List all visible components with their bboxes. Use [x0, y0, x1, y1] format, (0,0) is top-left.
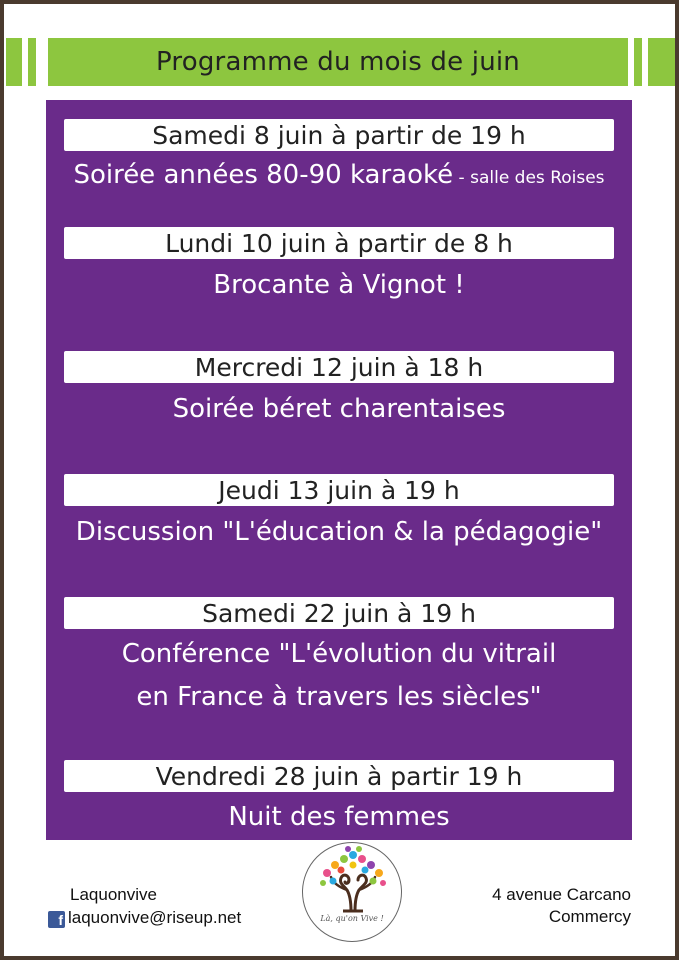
event-title: Discussion "L'éducation & la pédagogie"	[75, 517, 603, 547]
event-date: Vendredi 28 juin à partir 19 h	[64, 760, 614, 792]
email-line	[48, 907, 241, 929]
address-city: Commercy	[548, 907, 631, 926]
header-stripe	[648, 38, 675, 86]
tree-logo-icon	[303, 843, 403, 913]
facebook-icon[interactable]: f	[48, 911, 65, 928]
event-date: Lundi 10 juin à partir de 8 h	[64, 227, 614, 259]
event-title	[46, 158, 632, 195]
event-date: Jeudi 13 juin à 19 h	[64, 474, 614, 506]
header-stripe	[634, 38, 642, 86]
event-title: en France à travers les siècles"	[136, 682, 542, 712]
org-name: Laquonvive	[70, 885, 157, 904]
event-date: Samedi 22 juin à 19 h	[64, 597, 614, 629]
logo	[302, 842, 402, 942]
logo-caption: Là, qu'on Vive !	[320, 914, 384, 923]
event-title: Brocante à Vignot !	[213, 270, 465, 300]
header-stripe	[28, 38, 36, 86]
event-date: Samedi 8 juin à partir de 19 h	[64, 119, 614, 151]
event-title-text: Soirée années 80-90 karaoké	[73, 160, 454, 190]
event-title: Conférence "L'évolution du vitrail	[121, 639, 557, 669]
poster	[4, 4, 675, 956]
event-title: Soirée béret charentaises	[172, 394, 506, 424]
header-stripe	[6, 38, 22, 86]
address	[492, 884, 631, 928]
email-link[interactable]: laquonvive@riseup.net	[68, 908, 242, 927]
address-street: 4 avenue Carcano	[492, 885, 631, 904]
event-venue: - salle des Roises	[453, 168, 605, 188]
program-panel	[46, 100, 632, 840]
page-title: Programme du mois de juin	[156, 47, 520, 77]
event-date: Mercredi 12 juin à 18 h	[64, 351, 614, 383]
event-title: Nuit des femmes	[228, 802, 450, 832]
